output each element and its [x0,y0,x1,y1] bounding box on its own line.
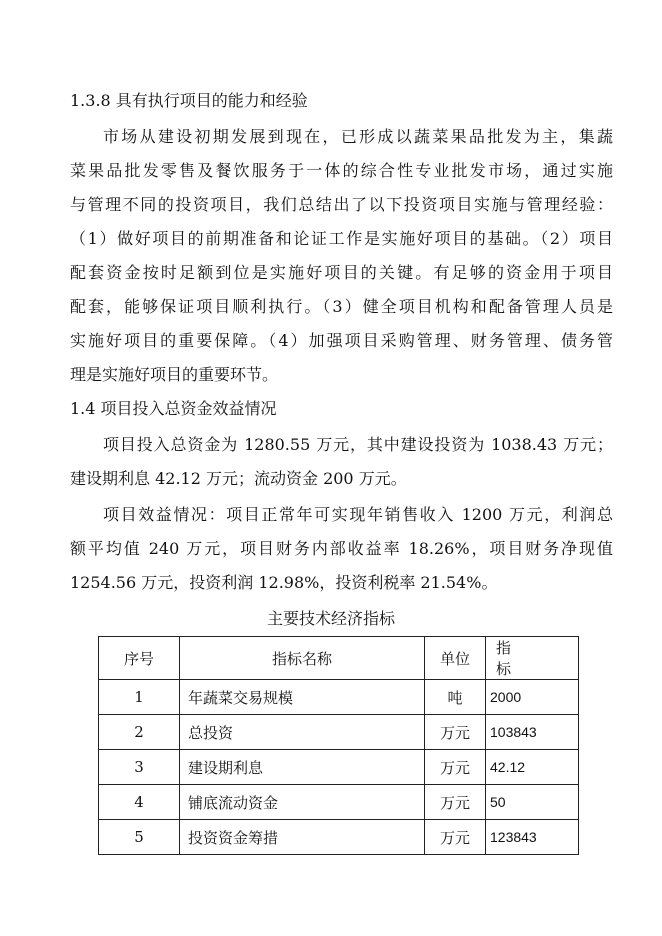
cell-name: 总投资 [180,715,425,750]
body-line: 配套，能够保证项目顺利执行。（3）健全项目机构和配备管理人员是 [70,297,613,316]
body-line: 额平均值 240 万元，项目财务内部收益率 18.26%，项目财务净现值 [70,539,613,558]
cell-value: 123843 [486,820,579,855]
cell-index: 4 [99,785,180,820]
header-cell-value: 指标 [486,637,579,680]
cell-value: 103843 [486,715,579,750]
section-heading-1-3-8: 1.3.8 具有执行项目的能力和经验 [70,91,308,110]
body-line: 项目效益情况：项目正常年可实现年销售收入 1200 万元，利润总 [103,505,613,524]
metrics-table [98,636,579,855]
body-line: 1254.56 万元，投资利润 12.98%，投资利税率 21.54%。 [70,573,498,592]
table-row [99,680,579,715]
body-line: 市场从建设初期发展到现在，已形成以蔬菜果品批发为主，集蔬 [103,127,613,146]
cell-unit: 万元 [425,715,486,750]
cell-name: 投资资金筹措 [180,820,425,855]
header-cell-name: 指标名称 [180,637,425,680]
body-line: 配套资金按时足额到位是实施好项目的关键。有足够的资金用于项目 [70,263,613,282]
cell-unit: 万元 [425,820,486,855]
body-line: 与管理不同的投资项目，我们总结出了以下投资项目实施与管理经验： [70,195,613,214]
cell-index: 5 [99,820,180,855]
body-line: 实施好项目的重要保障。（4）加强项目采购管理、财务管理、债务管 [70,331,613,350]
table-row [99,785,579,820]
table-row [99,715,579,750]
body-line: （1）做好项目的前期准备和论证工作是实施好项目的基础。（2）项目 [70,229,613,248]
cell-name: 建设期利息 [180,750,425,785]
table-row [99,750,579,785]
cell-index: 2 [99,715,180,750]
body-line: 理是实施好项目的重要环节。 [70,365,279,384]
body-line: 建设期利息 42.12 万元；流动资金 200 万元。 [70,469,407,488]
body-line: 菜果品批发零售及餐饮服务于一体的综合性专业批发市场，通过实施 [70,161,613,180]
cell-value: 2000 [486,680,579,715]
cell-index: 3 [99,750,180,785]
table-header-row [99,637,579,680]
cell-index: 1 [99,680,180,715]
cell-value: 50 [486,785,579,820]
section-heading-1-4: 1.4 项目投入总资金效益情况 [70,399,277,418]
header-cell-unit: 单位 [425,637,486,680]
cell-unit: 万元 [425,750,486,785]
cell-name: 铺底流动资金 [180,785,425,820]
cell-unit: 吨 [425,680,486,715]
table-caption: 主要技术经济指标 [266,609,395,628]
body-line: 项目投入总资金为 1280.55 万元，其中建设投资为 1038.43 万元； [103,435,613,454]
cell-unit: 万元 [425,785,486,820]
cell-value: 42.12 [486,750,579,785]
header-cell-index: 序号 [99,637,180,680]
cell-name: 年蔬菜交易规模 [180,680,425,715]
table-row [99,820,579,855]
